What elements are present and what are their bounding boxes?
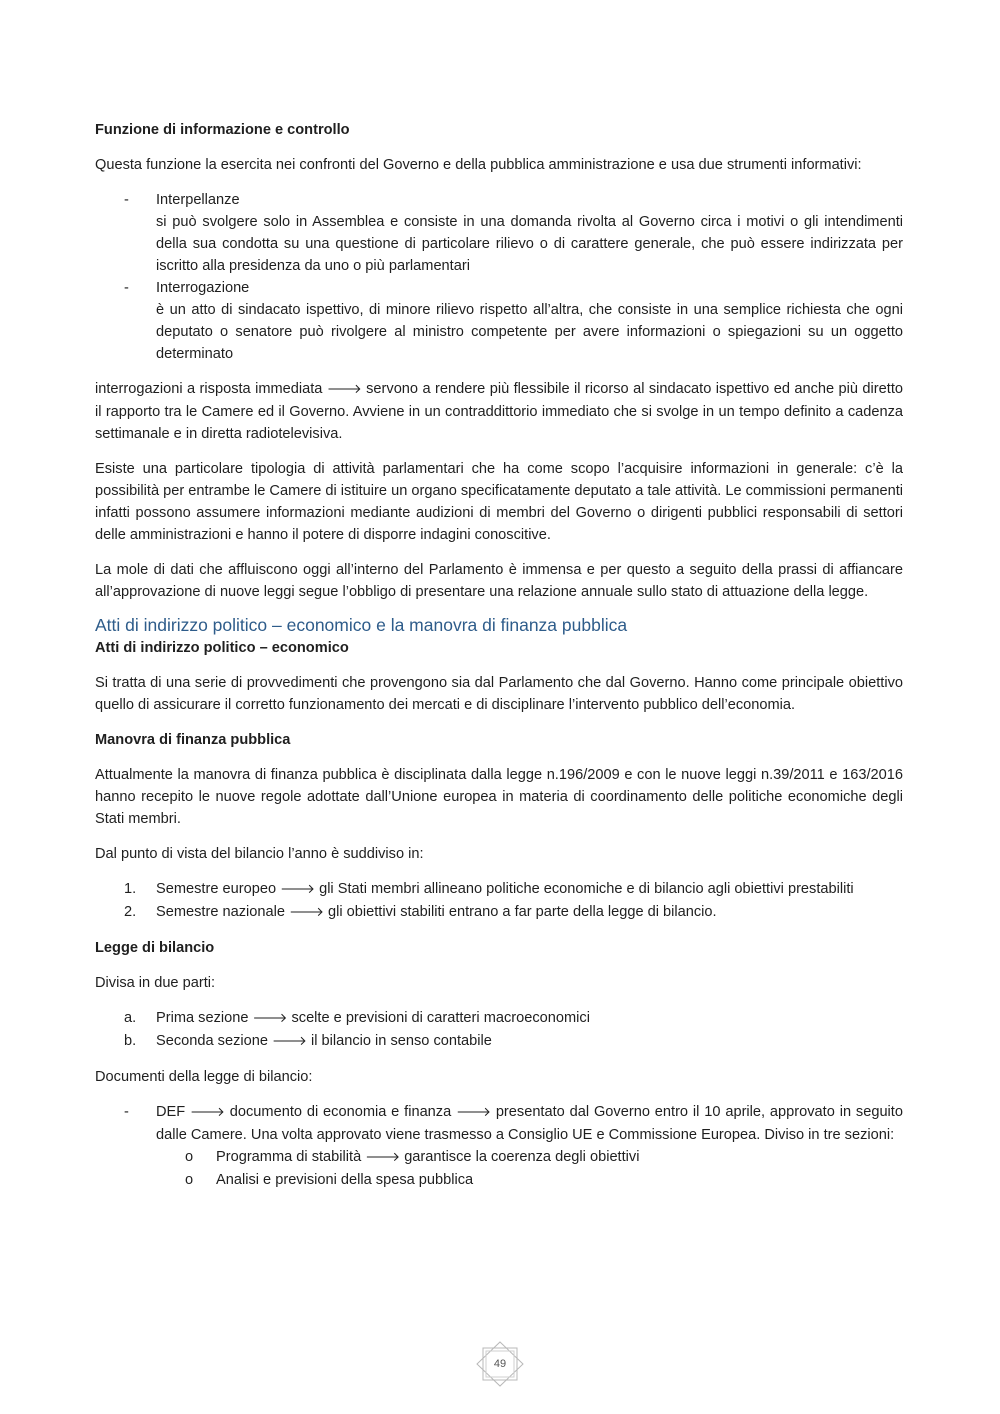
item-rest: garantisce la coerenza degli obiettivi [404,1149,640,1165]
arrow-right-icon: 🡒 [289,905,324,920]
def-sub-list [156,1146,903,1191]
arrow-right-icon: 🡒 [365,1150,401,1165]
paragraph-documenti: Documenti della legge di bilancio: [95,1069,313,1085]
item-rest: presentato dal Governo entro il 10 aprile, approvato in seguito dalle Camere. Una volta approvato viene trasmesso a Consiglio UE e Commissione Europea. Diviso in tre sezioni: [156,1104,903,1143]
item-lead: Prima sezione [156,1010,249,1026]
interrog-rest: servono a rendere più flessibile il ricorso al sindacato ispettivo ed anche più diretto il rapporto tra le Camere ed il Governo. Avviene in un contraddittorio immediato che si svolge in un tempo definito a cadenza settimanale e in diretta radiotelevisiva. [95,381,903,442]
list-marker: - [124,1104,129,1120]
documenti-list [95,1101,903,1191]
list-item-seconda-sezione [95,1030,903,1053]
subheading-legge-bilancio: Legge di bilancio [95,940,215,956]
strumenti-list [95,189,903,365]
item-lead: Analisi e previsioni della spesa pubblica [216,1172,474,1188]
arrow-right-icon: 🡒 [280,882,316,897]
item-text: è un atto di sindacato ispettivo, di minore rilievo rispetto all’altra, che consiste in una semplice richiesta che ogni deputato o senatore può rivolgere al ministro competente per avere informazioni o spiegazioni su un oggetto determinato [156,302,903,362]
page-content [95,119,903,1191]
page-footer [473,1341,527,1387]
paragraph-manovra: Attualmente la manovra di finanza pubblica è disciplinata dalla legge n.196/2009 e con le nuove leggi n.39/2011 e 163/2016 hanno recepito le nuove regole adottate dall’Unione europea in materia di coordinamento delle politiche economiche degli Stati membri. [95,767,903,827]
item-lead: Semestre nazionale [156,904,285,920]
item-rest: gli obiettivi stabiliti entrano a far parte della legge di bilancio. [328,904,717,920]
page-number: 49 [493,1358,507,1370]
item-lead: Seconda sezione [156,1033,268,1049]
semestri-list [95,878,903,924]
paragraph-divisa: Divisa in due parti: [95,975,216,991]
item-mid: documento di economia e finanza [229,1104,452,1120]
paragraph-atti: Si tratta di una serie di provvedimenti che provengono sia dal Parlamento che dal Governo. Hanno come principale obiettivo quello di assicurare il corretto funzionamento dei mercati e di disciplinare l’intervento pubblico dell’economia. [95,675,903,713]
sub-item-programma-stabilita [156,1146,903,1169]
paragraph-tipologia: Esiste una particolare tipologia di attività parlamentari che ha come scopo l’acquisire informazioni in generale: c’è la possibilità per entrambe le Camere di istituire un organo specificatamente deputato a tale attività. Le commissioni permanenti infatti possono assumere informazioni mediante audizioni di membri del Governo o dirigenti pubblici responsabili di settori delle amministrazioni e hanno il potere di disporre indagini conoscitive. [95,461,903,543]
list-marker: - [124,280,129,296]
item-rest: gli Stati membri allineano politiche economiche e di bilancio agli obiettivi prestabiliti [319,881,854,897]
arrow-right-icon: 🡒 [456,1105,491,1120]
paragraph-intro: Questa funzione la esercita nei confronti del Governo e della pubblica amministrazione e usa due strumenti informativi: [95,157,862,173]
list-item-def [95,1101,903,1191]
sub-item-analisi-spesa [156,1169,903,1191]
item-lead: DEF [156,1104,186,1120]
circle-bullet-icon: o [185,1172,194,1188]
item-text: si può svolgere solo in Assemblea e consiste in una domanda rivolta al Governo circa i motivi o gli intendimenti della sua condotta su una questione di particolare rilievo o di carattere generale, che può essere indirizzata per iscritto alla presidenza da uno o più parlamentari [156,214,903,274]
subheading-atti: Atti di indirizzo politico – economico [95,640,349,656]
arrow-right-icon: 🡒 [252,1011,288,1026]
item-rest: il bilancio in senso contabile [310,1033,492,1049]
list-marker: b. [124,1033,137,1049]
arrow-right-icon: 🡒 [326,382,362,397]
list-marker: 2. [124,904,137,920]
subheading-manovra: Manovra di finanza pubblica [95,732,291,748]
list-item-semestre-nazionale [95,901,903,924]
interrog-lead: interrogazioni a risposta immediata [95,381,323,397]
circle-bullet-icon: o [185,1149,194,1165]
section-heading-informazione: Funzione di informazione e controllo [95,122,350,138]
item-title: Interpellanze [156,192,240,208]
list-item-prima-sezione [95,1007,903,1030]
arrow-right-icon: 🡒 [272,1034,307,1049]
section-heading-atti-indirizzo: Atti di indirizzo politico – economico e la manovra di finanza pubblica [95,615,628,635]
item-rest: scelte e previsioni di caratteri macroeconomici [291,1010,590,1026]
list-item-interrogazione [95,277,903,365]
list-item-semestre-europeo [95,878,903,901]
list-marker: - [124,192,129,208]
list-marker: 1. [124,881,137,897]
list-item-interpellanze [95,189,903,277]
paragraph-interrogazioni [95,378,903,445]
item-title: Interrogazione [156,280,250,296]
paragraph-mole: La mole di dati che affluiscono oggi all’interno del Parlamento è immensa e per questo a seguito della prassi di affiancare all’approvazione di nuove leggi segue l’obbligo di presentare una relazione annuale sullo stato di attuazione della legge. [95,562,903,600]
paragraph-bilancio-anno: Dal punto di vista del bilancio l’anno è suddiviso in: [95,846,424,862]
parti-list [95,1007,903,1053]
arrow-right-icon: 🡒 [190,1105,225,1120]
item-lead: Programma di stabilità [216,1149,362,1165]
item-lead: Semestre europeo [156,881,277,897]
list-marker: a. [124,1010,137,1026]
